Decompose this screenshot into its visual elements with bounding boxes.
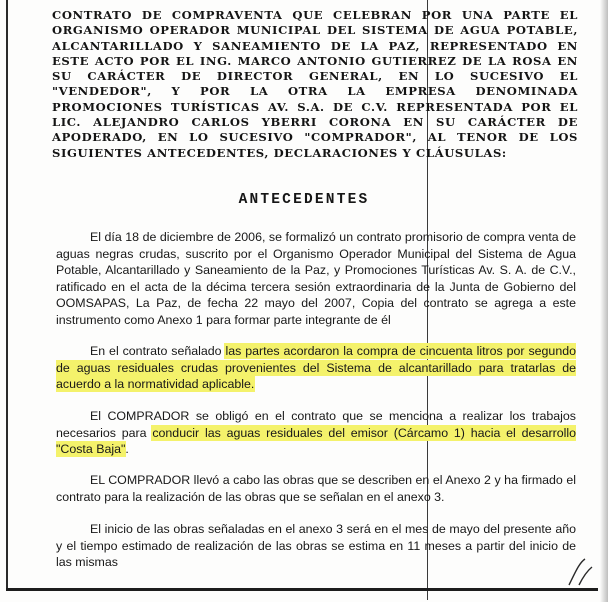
paragraph-2-text: En el contrato señalado [90,344,226,358]
paragraph-3 [56,408,576,458]
paragraph-3-text: El COMPRADOR se obligó en el contrato que se menciona a realizar los trabajos necesarios para [56,409,576,440]
scan-frame-bottom [6,588,598,591]
section-title: ANTECEDENTES [238,192,370,208]
signature-mark-icon [565,555,595,589]
paragraph-4: EL COMPRADOR llevó a cabo las obras que se describen en el Anexo 2 y ha firmado el contrato para la realización de las obras que se señalan en el anexo 3. [56,473,576,504]
paragraph-3-end: . [125,442,129,457]
highlighted-text: conducir las aguas residuales del emisor (Cárcamo 1) hacia el desarrollo "Costa Baja" [56,425,577,457]
paragraph-2 [56,343,576,393]
page-edge-shadow [600,0,608,602]
highlighted-text: las partes acordaron la compra de cincuenta litros por segundo de aguas residuales crudas provenientes del Sistema de alcantarillado para tratarlas de acuerdo a la normatividad aplicable. [56,344,576,392]
paragraph-5: El inicio de las obras señaladas en el anexo 3 será en el mes de mayo del presente año y el tiempo estimado de realización de las obras se estima en 11 meses a partir del inicio de las mismas [56,522,576,570]
contract-header: CONTRATO DE COMPRAVENTA QUE CELEBRAN POR UNA PARTE EL ORGANISMO OPERADOR MUNICIPAL DEL SISTEMA DE AGUA POTABLE, ALCANTARILLADO Y SANEAMIENTO DE LA PAZ, REPRESENTADO EN ESTE ACTO POR EL ING. MARCO ANTONIO GUTIERREZ DE LA ROSA EN SU CARÁCTER DE DIRECTOR GENERAL, EN LO SUCESIVO EL "VENDEDOR", Y POR LA OTRA LA EMPRESA DENOMINADA PROMOCIONES TURÍSTICAS AV. S.A. DE C.V. REPRESENTADA POR EL LIC. ALEJANDRO CARLOS YBERRI CORONA EN SU CARÁCTER DE APODERADO, EN LO SUCESIVO "COMPRADOR", AL TENOR DE LOS SIGUIENTES ANTECEDENTES, DECLARACIONES Y CLÁUSULAS: [52,8,578,160]
paragraph-1: El día 18 de diciembre de 2006, se formalizó un contrato promisorio de compra venta de aguas negras crudas, suscrito por el Organismo Operador Municipal del Sistema de Agua Potable, Alcantarillado y Saneamiento de la Paz, y Promociones Turísticas Av. S. A. de C.V., ratificado en el acta de la décima tercera sesión extraordinaria de la Junta de Gobierno del OOMSAPAS, La Paz, de fecha 22 mayo del 2007, Copia del contrato se agrega a este instrumento como Anexo 1 para formar parte integrante de él [56,230,576,327]
scan-frame-left [6,0,8,590]
